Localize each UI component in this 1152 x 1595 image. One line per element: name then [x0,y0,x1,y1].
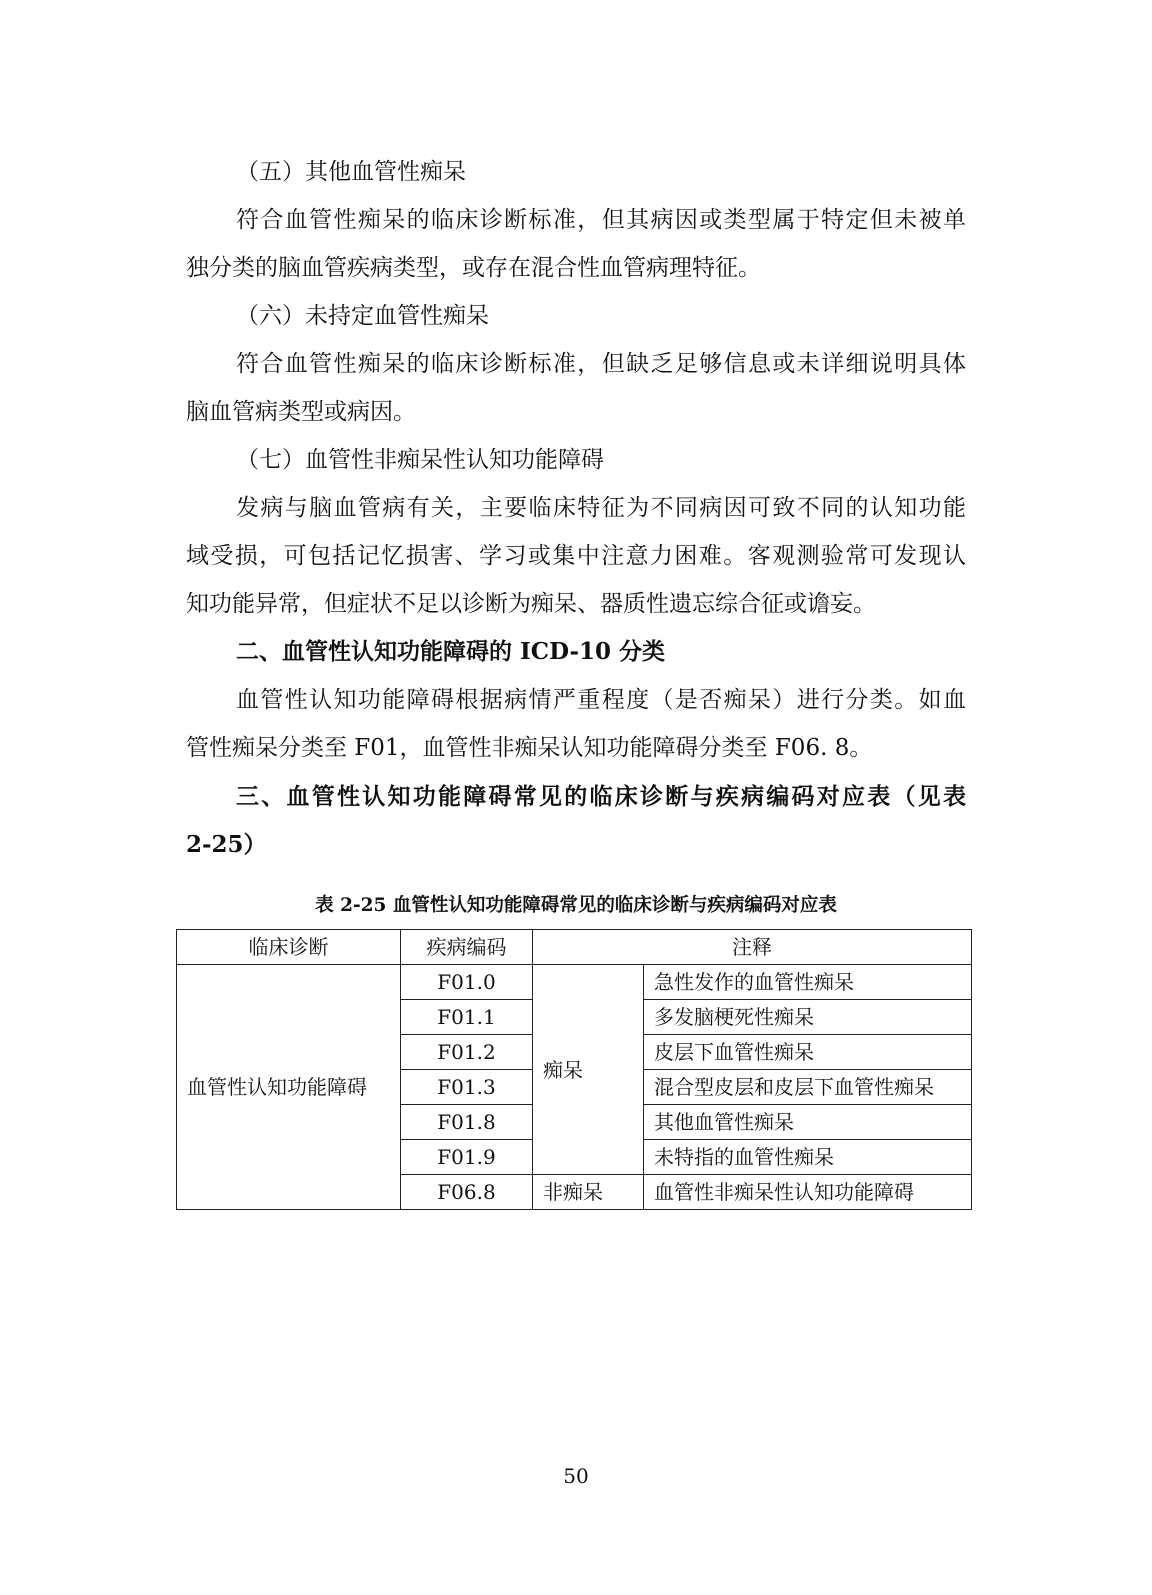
code-cell: F01.3 [401,1070,533,1105]
subheading-vascular-non-dementia: （七）血管性非痴呆性认知功能障碍 [236,447,604,473]
subheading-other-vascular-dementia: （五）其他血管性痴呆 [236,159,466,185]
diagnosis-code-table [176,929,972,1210]
group-cell-non-dementia: 非痴呆 [533,1175,644,1210]
group-cell-dementia: 痴呆 [533,965,644,1175]
code-cell: F01.0 [401,965,533,1000]
table-header-row [177,930,972,965]
table-row [177,965,972,1000]
table-caption: 表 2-25 血管性认知功能障碍常见的临床诊断与疾病编码对应表 [315,895,837,916]
code-cell: F01.9 [401,1140,533,1175]
section-heading-icd10: 二、血管性认知功能障碍的 ICD-10 分类 [236,638,666,665]
subheading-unspecified-vascular-dementia: （六）未持定血管性痴呆 [236,303,489,329]
header-code: 疾病编码 [401,930,533,965]
paragraph-line: 发病与脑血管病有关，主要临床特征为不同病因可致不同的认知功能 [236,495,966,521]
paragraph-line: 符合血管性痴呆的临床诊断标准，但缺乏足够信息或未详细说明具体 [236,351,966,377]
paragraph-line: 域受损，可包括记忆损害、学习或集中注意力困难。客观测验常可发现认 [186,543,966,569]
code-cell: F01.2 [401,1035,533,1070]
note-cell: 其他血管性痴呆 [644,1105,972,1140]
section-heading-table-ref: 三、血管性认知功能障碍常见的临床诊断与疾病编码对应表（见表 [236,783,966,810]
paragraph-line: 血管性认知功能障碍根据病情严重程度（是否痴呆）进行分类。如血 [236,687,966,713]
paragraph-line: 符合血管性痴呆的临床诊断标准，但其病因或类型属于特定但未被单 [236,207,966,233]
paragraph-line: 管性痴呆分类至 F01，血管性非痴呆认知功能障碍分类至 F06. 8。 [186,735,873,761]
note-cell: 混合型皮层和皮层下血管性痴呆 [644,1070,972,1105]
note-cell: 多发脑梗死性痴呆 [644,1000,972,1035]
section-heading-table-ref-cont: 2-25） [186,831,267,858]
paragraph-line: 知功能异常，但症状不足以诊断为痴呆、器质性遗忘综合征或谵妄。 [186,591,876,617]
note-cell: 未特指的血管性痴呆 [644,1140,972,1175]
paragraph-line: 脑血管病类型或病因。 [186,399,416,425]
code-cell: F01.1 [401,1000,533,1035]
diagnosis-cell: 血管性认知功能障碍 [177,965,401,1210]
note-cell: 急性发作的血管性痴呆 [644,965,972,1000]
header-diagnosis: 临床诊断 [177,930,401,965]
page-number: 50 [563,1464,589,1488]
code-cell: F01.8 [401,1105,533,1140]
note-cell: 血管性非痴呆性认知功能障碍 [644,1175,972,1210]
note-cell: 皮层下血管性痴呆 [644,1035,972,1070]
code-cell: F06.8 [401,1175,533,1210]
header-note: 注释 [533,930,972,965]
paragraph-line: 独分类的脑血管疾病类型，或存在混合性血管病理特征。 [186,255,761,281]
